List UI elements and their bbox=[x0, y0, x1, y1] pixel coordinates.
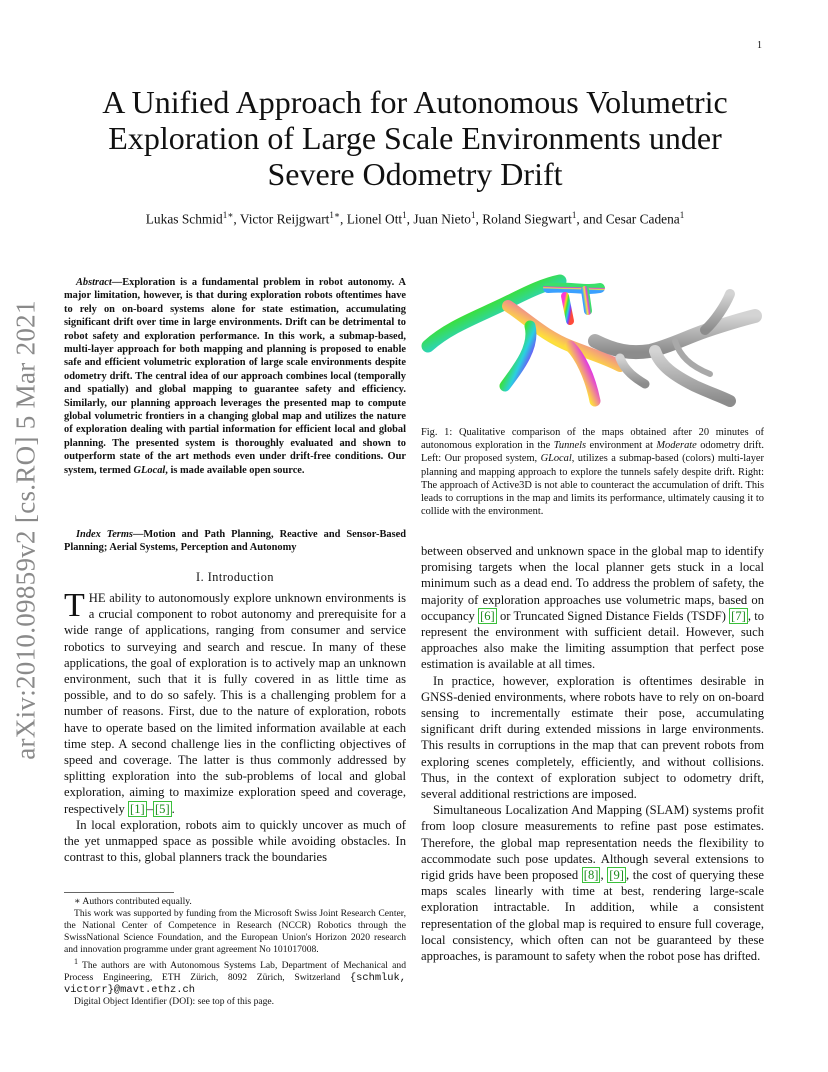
index-terms-label: Index Terms bbox=[76, 529, 133, 540]
tunnel-map-render bbox=[420, 266, 766, 416]
right-column-text bbox=[421, 543, 764, 964]
author-affiliation-mark: 1∗ bbox=[222, 210, 234, 220]
paper-title: A Unified Approach for Autonomous Volumetric Exploration of Large Scale Environments under Severe Odometry Drift bbox=[102, 84, 728, 192]
right-paragraph-3 bbox=[421, 802, 764, 964]
active3d-map bbox=[595, 294, 755, 401]
author-separator: , and bbox=[576, 211, 606, 227]
intro-paragraph-2: In local exploration, robots aim to quickly uncover as much of the yet unmapped space as possible while avoiding obstacles. In contrast to this, global planners track the boundaries bbox=[64, 817, 406, 865]
body-text: , bbox=[600, 868, 608, 883]
body-text: Simultaneous Localization And Mapping (SLAM) systems profit from loop closure measurements to refine past pose estimates. Therefore, the global map representation needs the flexibility to accommodate such pose updates. Although several extensions to rigid grids have been proposed bbox=[421, 803, 764, 883]
body-text: , to represent the environment with sufficient detail. However, such approaches also make the limiting assumption that perfect pose estimation is available at all times. bbox=[421, 608, 765, 672]
drop-cap: T bbox=[64, 587, 85, 624]
arxiv-id: arXiv:2010.09859v2 [cs.RO] 5 Mar 2021 bbox=[10, 300, 41, 760]
author-separator: , bbox=[406, 211, 414, 227]
author-name: Juan Nieto bbox=[413, 211, 472, 227]
author-separator: , bbox=[233, 211, 240, 227]
footnote-doi: Digital Object Identifier (DOI): see top of this page. bbox=[74, 996, 275, 1008]
range-dash: – bbox=[146, 801, 153, 816]
abstract-label: Abstract bbox=[76, 277, 112, 288]
body-text: , the cost of querying these maps scales linearly with time at best, rendering large-scale exploration intractable. In addition, while a consistent representation of the global map is required to ensure full coverage, local consistency, which often can not be guaranteed by these approaches, is paramount to safety when the robot pose has drifted. bbox=[421, 868, 765, 964]
citation-link[interactable]: [7] bbox=[731, 608, 746, 623]
caption-text: environment at bbox=[586, 440, 657, 452]
abstract-text: —Exploration is a fundamental problem in robot autonomy. A major limitation, however, is that during exploration robots oftentimes have to rely on on-board systems alone for state estimation, accumulating significant drift over time in large environments. Drift can be detrimental to robot safety and exploration performance. In this work, a submap-based, multi-layer approach for both mapping and planning is proposed to enable safe and efficient volumetric exploration of large scale environments despite odometry drift. The central idea of our approach combines local (temporally and spatially) and global mapping to guarantee safety and efficiency. Similarly, our planning approach leverages the presented map to compute global volumetric frontiers in a changing global map and utilizes the nature of exploration dealing with partial information for efficient local and global planning. The presented system is thoroughly evaluated and shown to outperform state of the art methods even under drift-free conditions. Our system, termed bbox=[64, 277, 406, 476]
author-affiliation-mark: 1 bbox=[571, 210, 577, 220]
intro-paragraph-1 bbox=[64, 587, 406, 817]
footnote-affiliation bbox=[64, 956, 406, 996]
author-name: Roland Siegwart bbox=[482, 211, 572, 227]
figure-1 bbox=[420, 266, 766, 416]
figure-caption bbox=[421, 426, 764, 518]
author-affiliation-mark: 1 bbox=[679, 210, 685, 220]
index-terms-text: —Motion and Path Planning, Reactive and Sensor-Based Planning; Aerial Systems, Perception and Autonomy bbox=[64, 529, 406, 554]
body-text: between observed and unknown space in the global map to identify promising targets when the local planner gets stuck in a local minimum such as a dead end. To address the problem of safety, the majority of exploration approaches use volumetric maps, based on occupancy bbox=[421, 544, 764, 623]
citation-link[interactable]: [1] bbox=[130, 801, 145, 816]
affiliation-text: The authors are with Autonomous Systems Lab, Department of Mechanical and Process Engineering, ETH Zürich, 8092 Zürich, Switzerland bbox=[64, 960, 406, 984]
author-separator: , bbox=[340, 211, 347, 227]
footnote-funding: This work was supported by funding from the Microsoft Swiss Joint Research Center, the National Center of Competence in Research (NCCR) Robotics through the SwissNational Science Foundation, and the European Union's Horizon 2020 research and innovation programme under grant agreement No 101017008. bbox=[64, 908, 406, 955]
author-name: Lukas Schmid bbox=[145, 211, 223, 227]
right-paragraph-1 bbox=[421, 543, 764, 673]
index-terms bbox=[64, 528, 406, 555]
page-number: 1 bbox=[757, 40, 762, 51]
abstract bbox=[64, 276, 406, 477]
citation-link[interactable]: [8] bbox=[583, 868, 599, 883]
citation-link[interactable]: [9] bbox=[609, 868, 624, 883]
citation-link[interactable]: [5] bbox=[154, 801, 170, 816]
author-emails: {schmluk, victorr}@mavt.ethz.ch bbox=[64, 972, 406, 997]
section-heading: I. Introduction bbox=[196, 570, 274, 584]
introduction bbox=[64, 587, 406, 865]
caption-text: odometry drift. Left: Our proposed system, bbox=[421, 440, 764, 465]
caption-text: , utilizes a submap-based (colors) multi-layer planning and mapping approach to explore the tunnels safely despite drift. Right: The approach of Active3D is not able to counteract the accumulation of drift. This leads to corruptions in the map and limits its performance, ultimately causing it to collide with the environment. bbox=[421, 453, 764, 518]
system-name: GLocal bbox=[133, 464, 166, 476]
author-affiliation-mark: 1∗ bbox=[329, 210, 341, 220]
intro-text: HE ability to autonomously explore unknown environments is a crucial component to robot autonomy and prerequisite for a wide range of applications, ranging from consumer and service robotics to surveying and search and rescue. In many of these applications, the goal of exploration is to actively map an unknown environment, such that it is fully covered in as little time as possible, and to do so safely. This is a challenging problem for a number of reasons. First, due to the nature of exploration, robots have to operate based on the limited information available at each time step. A second challenge lies in the conflicting objectives of speed and coverage. The latter is thus commonly addressed by splitting exploration into the sub-problems of local and global exploration, aiming to maximize exploration speed and coverage, respectively bbox=[64, 591, 406, 816]
intro-text: . bbox=[171, 801, 175, 816]
author-separator: , bbox=[475, 211, 483, 227]
footnote-mark: 1 bbox=[74, 957, 78, 966]
citation-link[interactable]: [6] bbox=[480, 608, 495, 623]
arxiv-stamp bbox=[4, 290, 48, 770]
footnote-rule bbox=[64, 892, 174, 893]
body-text: or Truncated Signed Distance Fields (TSDF) bbox=[496, 608, 730, 623]
author-name: Victor Reijgwart bbox=[239, 211, 330, 227]
author-affiliation-mark: 1 bbox=[471, 210, 476, 220]
footnote-equal-contribution: ∗ Authors contributed equally. bbox=[74, 896, 192, 907]
author-list bbox=[60, 210, 770, 227]
footnotes bbox=[64, 892, 406, 1008]
right-paragraph-2: In practice, however, exploration is oftentimes desirable in GNSS-denied environments, where robots have to rely on on-board sensing to incrementally estimate their pose, accumulating significant drift during extended missions in large environments. This results in corruptions in the map that can prevent robots from exploring scenes completely, efficiently, and without collisions. Thus, in the context of exploration subject to odometry drift, several additional restrictions are imposed. bbox=[421, 673, 764, 802]
caption-text: Fig. 1: Qualitative comparison of the maps obtained after 20 minutes of autonomous exploration in the bbox=[421, 427, 764, 452]
author-name: Cesar Cadena bbox=[605, 211, 680, 227]
author-name: Lionel Ott bbox=[346, 211, 403, 227]
caption-system: GLocal bbox=[540, 453, 572, 465]
caption-env: Tunnels bbox=[553, 440, 587, 452]
caption-drift: Moderate bbox=[656, 440, 697, 452]
abstract-text-end: , is made available open source. bbox=[165, 464, 305, 476]
author-affiliation-mark: 1 bbox=[402, 210, 407, 220]
